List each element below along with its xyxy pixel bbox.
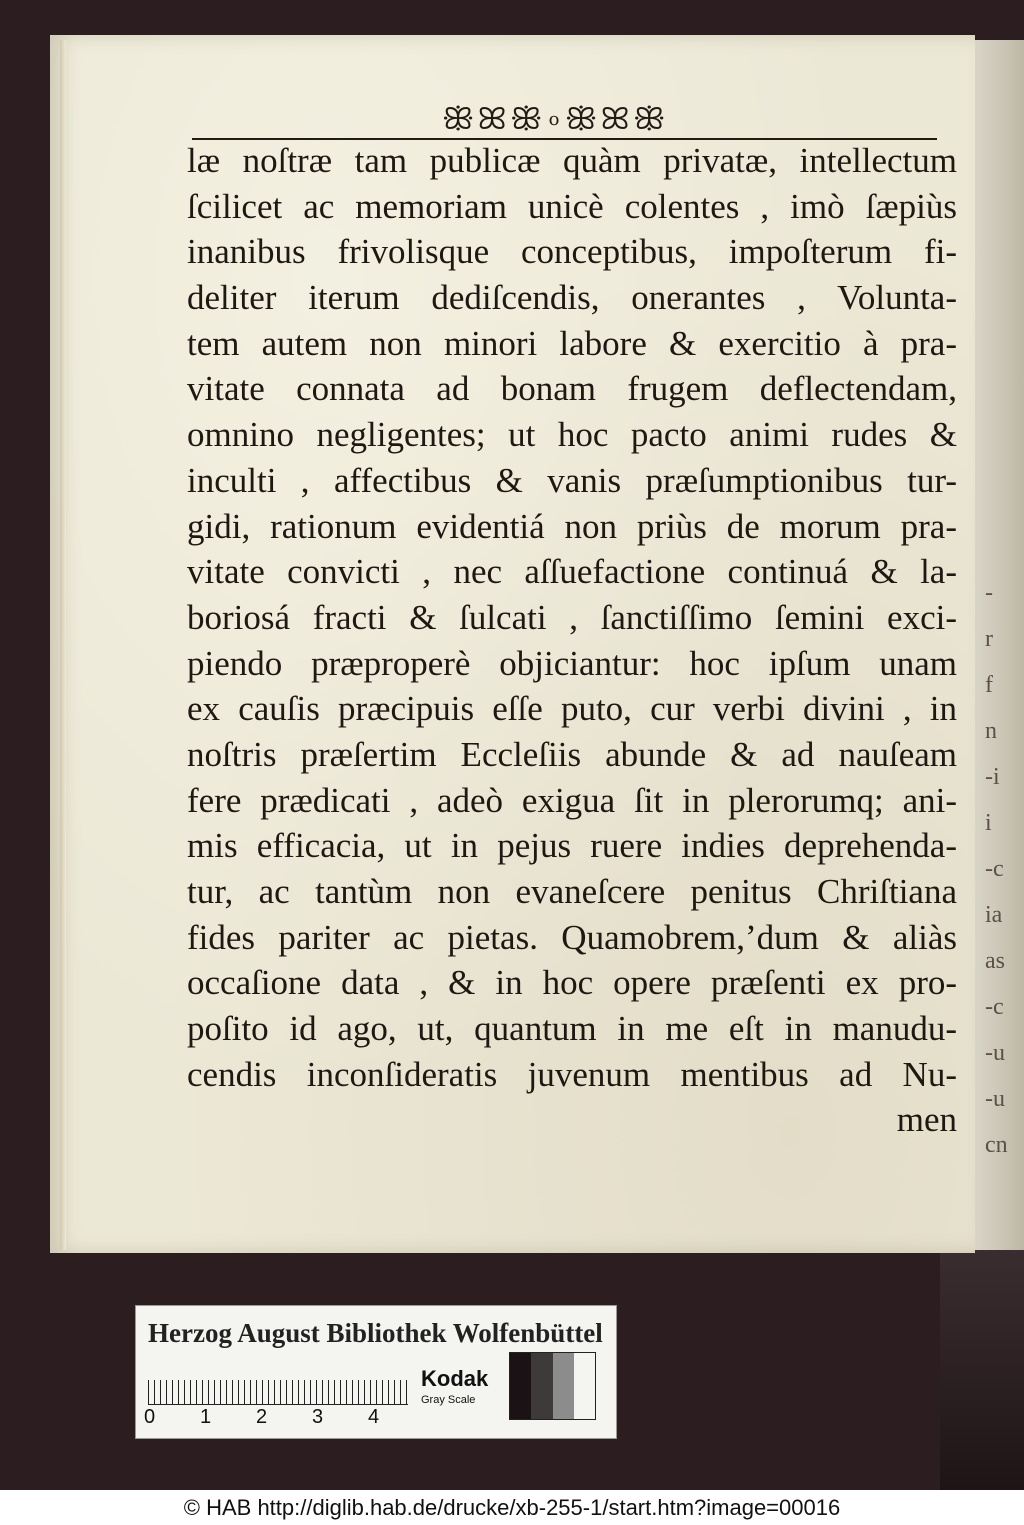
ruler-numbers (144, 1406, 424, 1432)
margin-fragment: - (985, 580, 993, 606)
gray-scale-swatches (509, 1352, 596, 1420)
kodak-subtitle: Gray Scale (421, 1394, 476, 1406)
margin-fragment: ia (985, 902, 1003, 928)
ruler-number: 2 (256, 1406, 268, 1428)
text-line: poſito id ago, ut, quantum in me eſt in manudu- (187, 1009, 957, 1049)
kodak-label (421, 1366, 499, 1410)
scale-ruler (148, 1380, 408, 1405)
margin-fragment: -u (985, 1040, 1005, 1066)
text-line: tur, ac tantùm non evaneſcere penitus Chriſtiana (187, 872, 957, 911)
swatch-white (574, 1353, 595, 1419)
text-line: læ noſtræ tam publicæ quàm privatæ, intellectum (187, 141, 957, 180)
text-line: cendis inconſideratis juvenum mentibus ad Nu- (187, 1054, 957, 1094)
margin-fragment: as (985, 948, 1005, 974)
swatch-dark-gray (531, 1353, 552, 1419)
swatch-black (510, 1353, 531, 1419)
scan-shadow (940, 1250, 1024, 1490)
text-line: occaſione data , & in hoc opere præſenti ex pro- (187, 963, 957, 1003)
text-line: inculti , affectibus & vanis præſumptionibus tur- (187, 460, 957, 500)
margin-fragment: -i (985, 764, 1000, 790)
ornament-dot: o (548, 108, 562, 130)
page-text (187, 138, 957, 1143)
margin-fragment: r (985, 626, 993, 652)
text-line: ex cauſis præcipuis eſſe puto, cur verbi divini , in (187, 689, 957, 729)
copyright-footer (0, 1490, 1024, 1525)
text-line: piendo præproperè objiciantur: hoc ipſum unam (187, 643, 957, 683)
margin-fragment: f (985, 672, 993, 698)
adjacent-page-fragments (985, 580, 1024, 1178)
text-line: fere prædicati , adeò exigua ſit in plerorumq; ani- (187, 780, 957, 820)
margin-fragment: n (985, 718, 997, 744)
header-ornament (440, 96, 670, 142)
ruler-number: 3 (312, 1406, 324, 1428)
text-line: gidi, rationum evidentiá non priùs de morum pra- (187, 506, 957, 546)
text-line: boriosá fracti & ſulcati , ſanctiſſimo ſemini exci- (187, 597, 957, 637)
text-line: omnino negligentes; ut hoc pacto animi rudes & (187, 415, 957, 455)
margin-fragment: -c (985, 856, 1004, 882)
text-line: inanibus frivolisque conceptibus, impoſterum fi- (187, 232, 957, 272)
color-calibration-card (135, 1305, 617, 1439)
margin-fragment: -c (985, 994, 1004, 1020)
text-line: ſcilicet ac memoriam unicè colentes , imò ſæpiùs (187, 186, 957, 226)
text-line: vitate convicti , nec aſſuefactione continuá & la- (187, 552, 957, 592)
text-line: vitate connata ad bonam frugem deflectendam, (187, 369, 957, 409)
footer-text: © HAB http://diglib.hab.de/drucke/xb-255-1/start.htm?image=00016 (183, 1494, 841, 1520)
catchword: men (896, 1100, 957, 1140)
ruler-number: 0 (144, 1406, 156, 1428)
kodak-brand: Kodak (421, 1366, 489, 1391)
swatch-mid-gray (553, 1353, 574, 1419)
text-line: deliter iterum dediſcendis, onerantes , Volunta- (187, 278, 957, 318)
margin-fragment: cn (985, 1132, 1008, 1158)
ruler-number: 1 (200, 1406, 212, 1428)
text-line: fides pariter ac pietas. Quamobrem,ʼdum & aliàs (187, 917, 957, 957)
text-line: tem autem non minori labore & exercitio à pra- (187, 323, 957, 363)
text-line: noſtris præſertim Eccleſiis abunde & ad nauſeam (187, 734, 957, 774)
ruler-number: 4 (368, 1406, 380, 1428)
text-line: mis efficacia, ut in pejus ruere indies deprehenda- (187, 826, 957, 866)
margin-fragment: -u (985, 1086, 1005, 1112)
page-gutter (60, 40, 66, 1250)
ornament-right: ꕥꕤꕥ (564, 101, 669, 137)
margin-fragment: i (985, 810, 992, 836)
ornament-left: ꕥꕤꕥ (441, 101, 546, 137)
library-name: Herzog August Bibliothek Wolfenbüttel (148, 1318, 603, 1348)
